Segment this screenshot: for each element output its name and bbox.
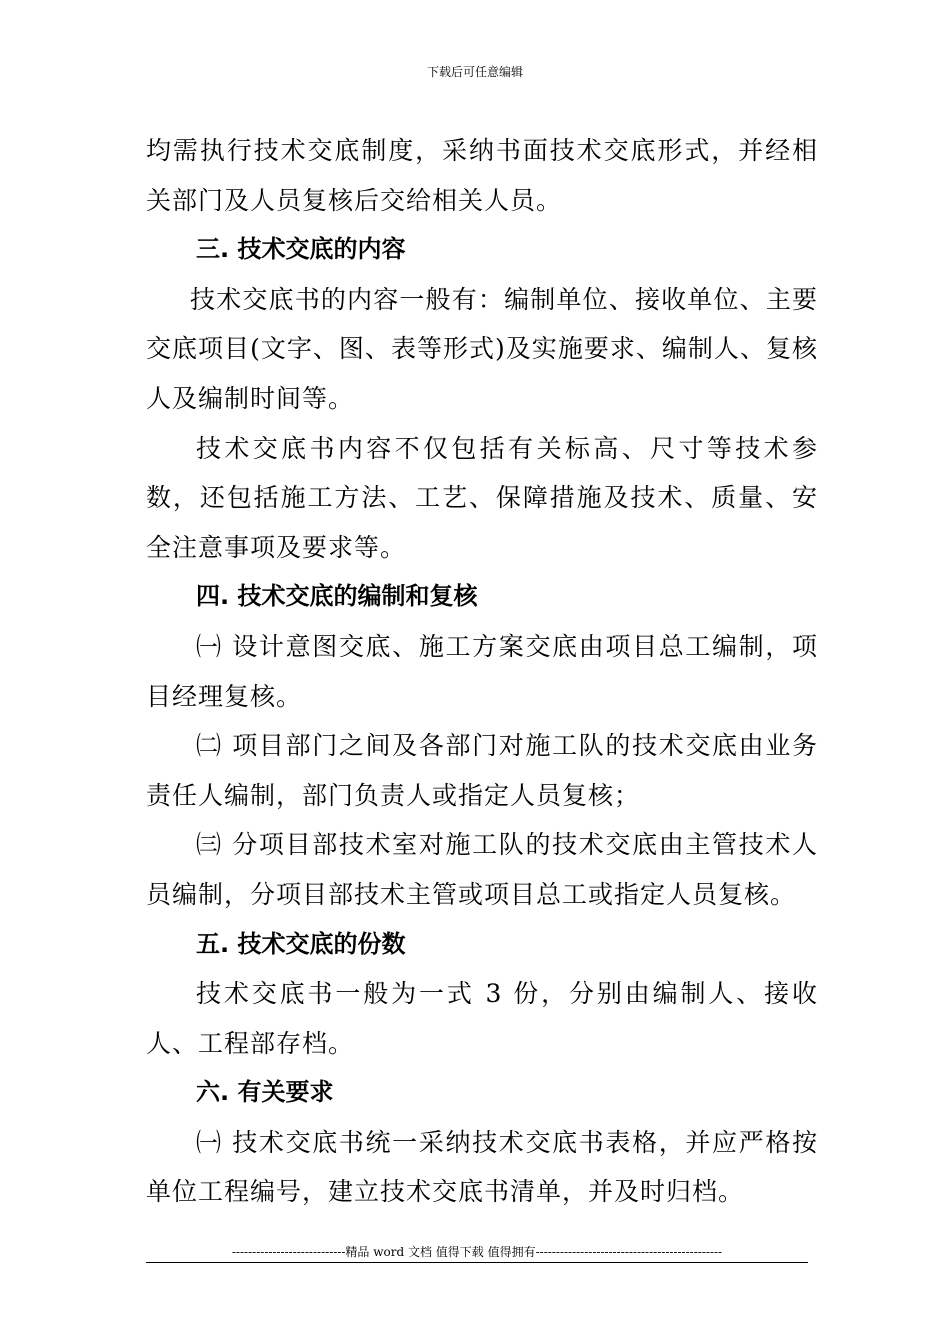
list-item-requirement-1: ㈠ 技术交底书统一采纳技术交底书表格，并应严格按单位工程编号，建立技术交底书清单，并及时归档。: [146, 1127, 818, 1207]
page-footer: ----------------------------精品 word 文档 值得下载 值得拥有----------------------------------------------: [231, 1245, 723, 1259]
list-item-3: ㈢ 分项目部技术室对施工队的技术交底由主管技术人员编制，分项目部技术主管或项目总工或指定人员复核。: [146, 830, 818, 909]
document-body: [146, 126, 818, 1217]
section-heading-5: 五. 技术交底的份数: [196, 929, 406, 958]
paragraph-copies: 技术交底书一般为一式 3 份，分别由编制人、接收人、工程部存档。: [146, 979, 818, 1058]
section-heading-3: 三. 技术交底的内容: [196, 235, 406, 264]
list-item-1: ㈠ 设计意图交底、施工方案交底由项目总工编制，项目经理复核。: [146, 631, 818, 711]
section-heading-4: 四. 技术交底的编制和复核: [196, 582, 478, 611]
paragraph-continuation: 均需执行技术交底制度，采纳书面技术交底形式，并经相关部门及人员复核后交给相关人员。: [146, 136, 818, 215]
footer-divider: [146, 1262, 808, 1263]
section-heading-6: 六. 有关要求: [196, 1078, 334, 1107]
list-item-2: ㈡ 项目部门之间及各部门对施工队的技术交底由业务责任人编制，部门负责人或指定人员复核；: [146, 731, 818, 810]
page-header: 下载后可任意编辑: [426, 65, 523, 79]
paragraph-content-items: 技术交底书的内容一般有：编制单位、接收单位、主要交底项目(文字、图、表等形式)及实施要求、编制人、复核人及编制时间等。: [146, 284, 818, 413]
paragraph-content-scope: 技术交底书内容不仅包括有关标高、尺寸等技术参数，还包括施工方法、工艺、保障措施及技术、质量、安全注意事项及要求等。: [146, 433, 818, 562]
